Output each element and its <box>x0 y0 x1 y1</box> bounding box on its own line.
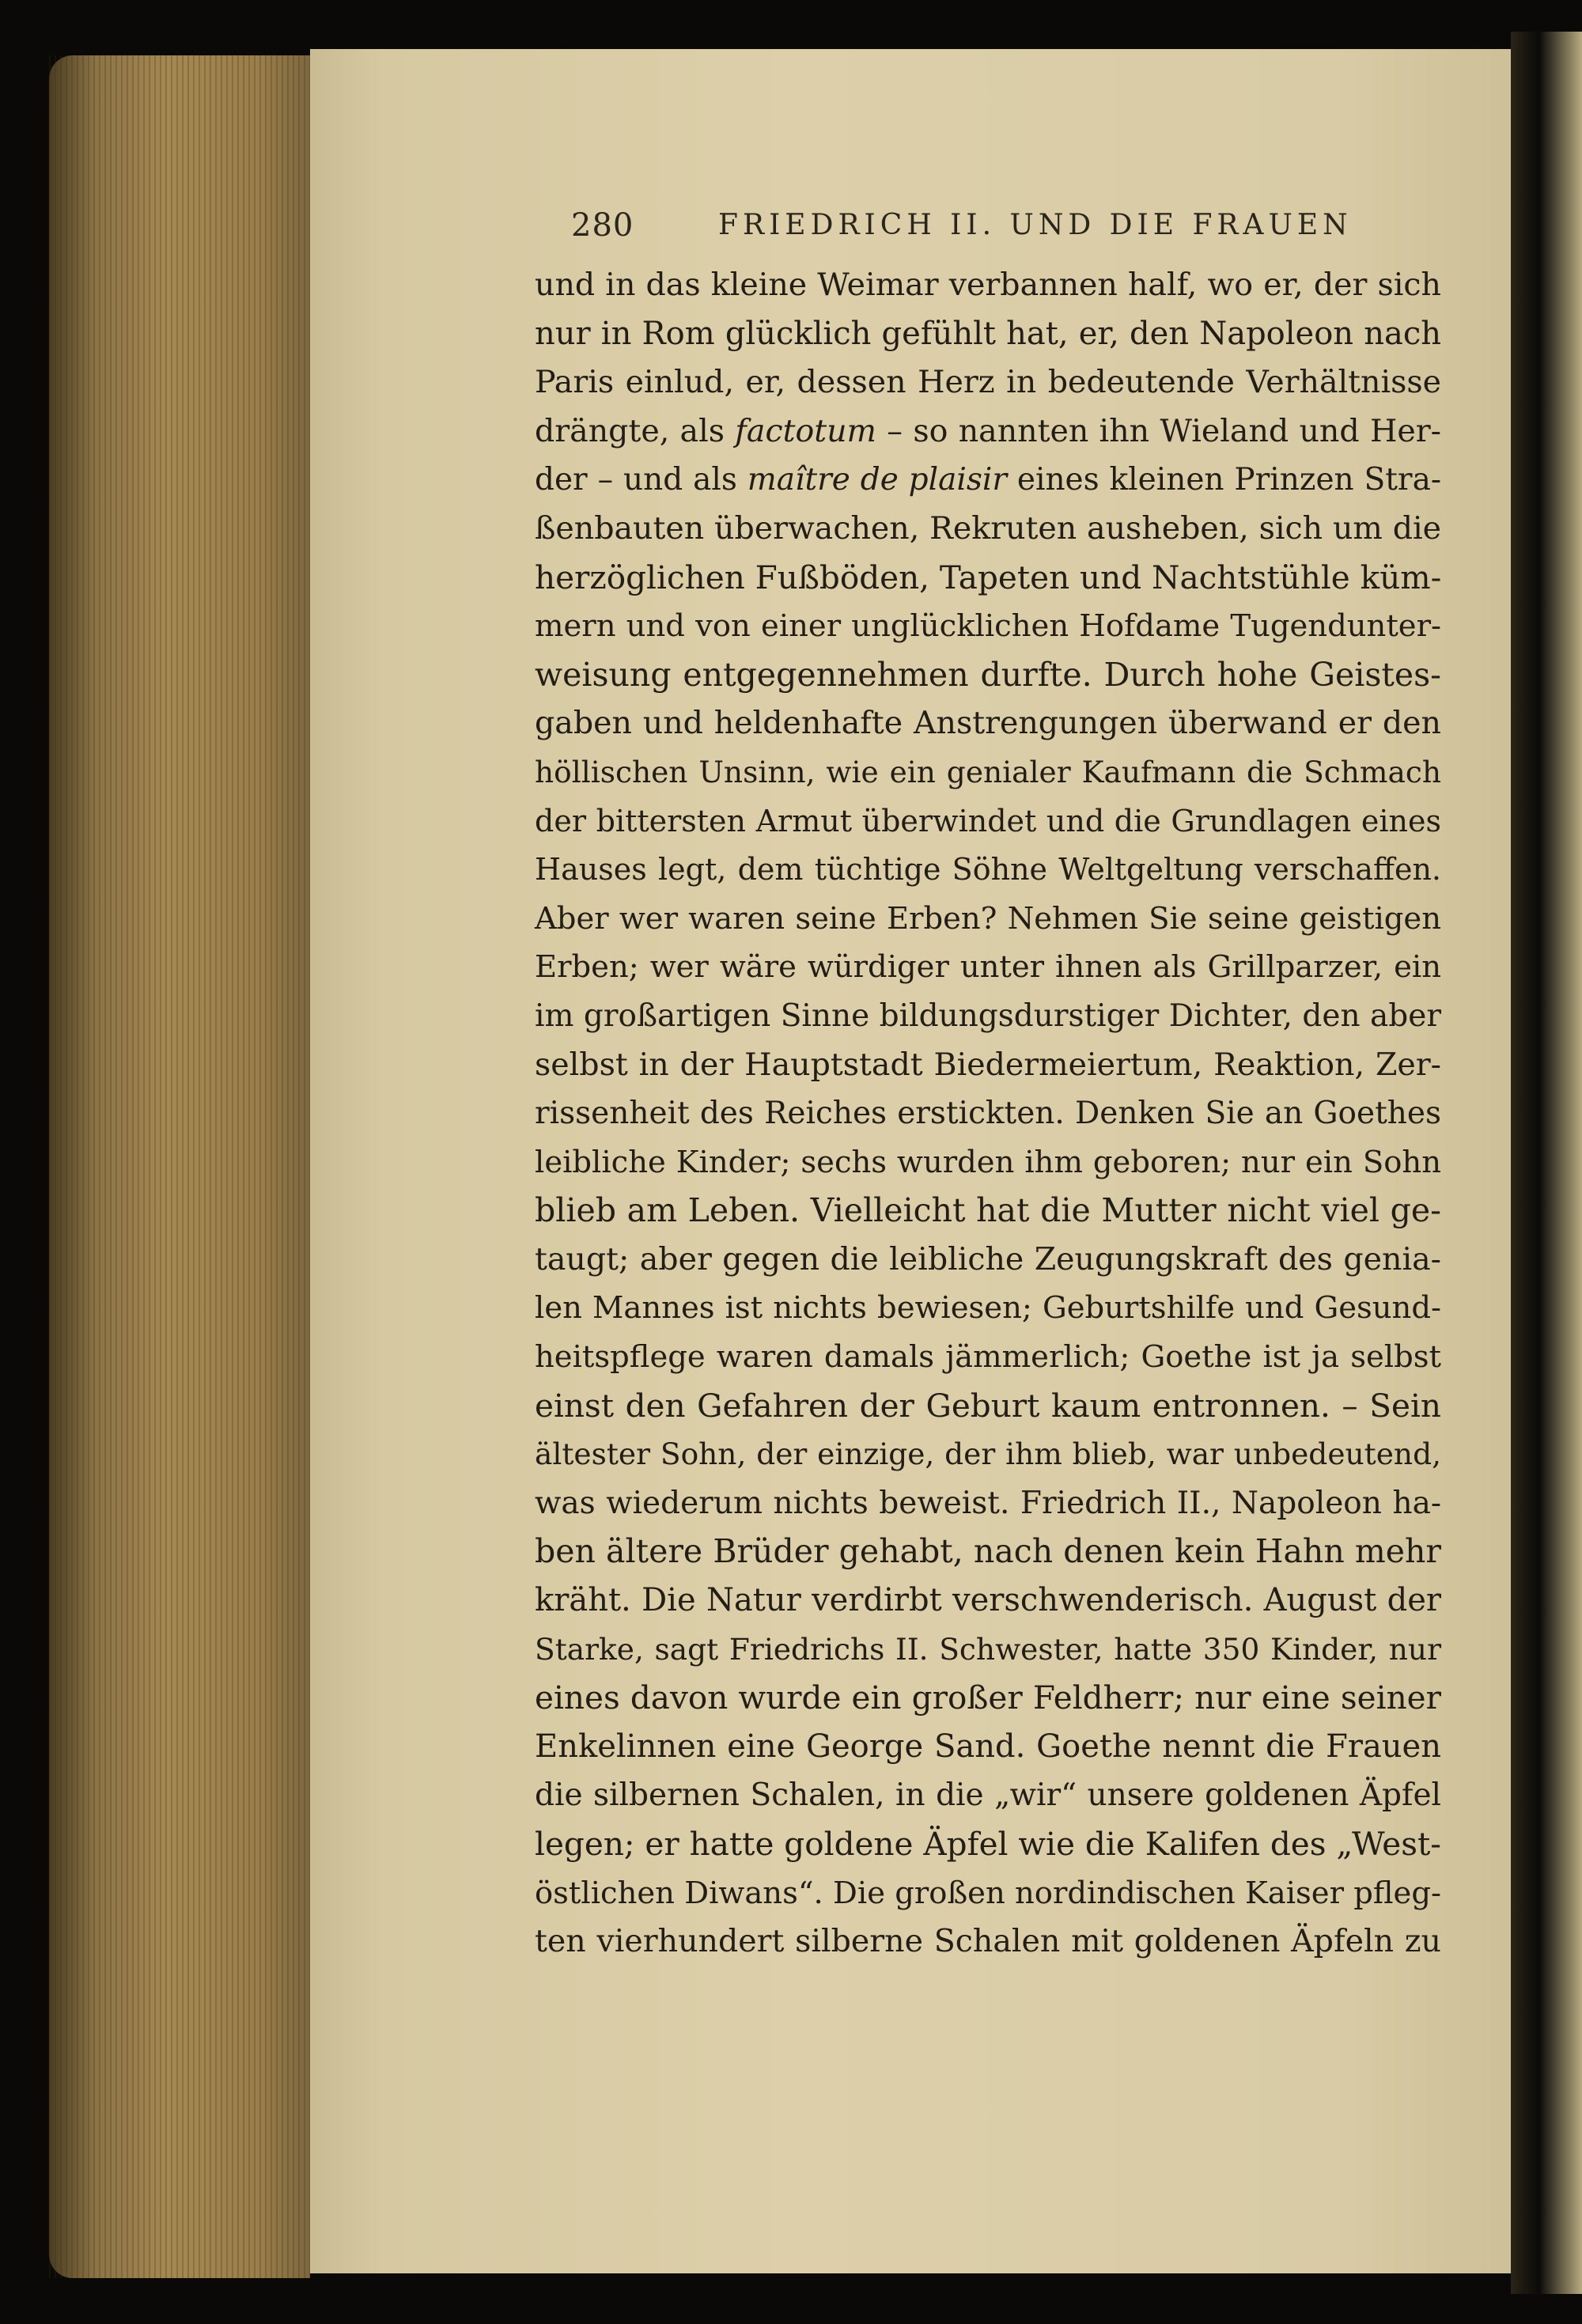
text-line: weisung entgegennehmen durfte. Durch hohe Geistes- <box>535 655 1441 694</box>
text-line: und in das kleine Weimar verbannen half, wo er, der sich <box>535 267 1441 303</box>
text-line: gaben und heldenhafte Anstrengungen überwand er den <box>535 705 1441 742</box>
text-line: Erben; wer wäre würdiger unter ihnen als Grillparzer, ein <box>535 949 1441 986</box>
running-head: FRIEDRICH II. UND DIE FRAUEN <box>718 209 1353 241</box>
text-line: eines davon wurde ein großer Feldherr; nur eine seiner <box>535 1679 1441 1717</box>
text-line: die silbernen Schalen, in die „wir“ unsere goldenen Äpfel <box>535 1777 1441 1814</box>
text-line: taugt; aber gegen die leibliche Zeugungskraft des genia- <box>535 1240 1441 1277</box>
text-line: kräht. Die Natur verdirbt verschwenderisch. August der <box>535 1582 1441 1619</box>
text-line-segment: – so nannten ihn Wieland und Her- <box>876 412 1441 449</box>
text-line: Enkelinnen eine George Sand. Goethe nennt die Frauen <box>535 1728 1441 1765</box>
text-line-segment: drängte, als <box>535 412 736 449</box>
text-line: östlichen Diwans“. Die großen nordindischen Kaiser pfleg- <box>535 1875 1441 1911</box>
page-number: 280 <box>571 207 634 244</box>
text-line: rissenheit des Reiches erstickten. Denken Sie an Goethes <box>535 1096 1441 1132</box>
text-line: selbst in der Hauptstadt Biedermeiertum, Reaktion, Zer- <box>535 1046 1441 1083</box>
text-line: ben ältere Brüder gehabt, nach denen kein Hahn mehr <box>535 1532 1441 1571</box>
text-line: blieb am Leben. Vielleicht hat die Mutter nicht viel ge- <box>535 1191 1441 1230</box>
text-line-segment: der – und als <box>535 462 747 498</box>
gutter-shadow <box>1511 32 1582 2294</box>
text-line: ten vierhundert silberne Schalen mit goldenen Äpfeln zu <box>535 1923 1441 1960</box>
text-line: legen; er hatte goldene Äpfel wie die Kalifen des „West- <box>535 1825 1441 1863</box>
text-line: Hauses legt, dem tüchtige Söhne Weltgeltung verschaffen. <box>535 852 1441 888</box>
book-fore-edge <box>49 55 310 2278</box>
text-line: Paris einlud, er, dessen Herz in bedeutende Verhältnisse <box>535 364 1441 401</box>
text-line: Aber wer waren seine Erben? Nehmen Sie seine geistigen <box>535 900 1441 937</box>
text-line: nur in Rom glücklich gefühlt hat, er, den Napoleon nach <box>535 315 1441 352</box>
text-line: herzöglichen Fußböden, Tapeten und Nachtstühle küm- <box>535 558 1442 596</box>
text-line <box>535 407 1441 456</box>
text-line: einst den Gefahren der Geburt kaum entronnen. – Sein <box>535 1386 1441 1425</box>
text-line: mern und von einer unglücklichen Hofdame Tugendunter- <box>535 608 1441 645</box>
text-line: der bittersten Armut überwindet und die Grundlagen eines <box>535 803 1441 838</box>
italic-term: maître de plaisir <box>747 462 1007 498</box>
text-line: ältester Sohn, der einzige, der ihm blieb, war unbedeutend, <box>535 1436 1441 1472</box>
text-line: im großartigen Sinne bildungsdurstiger Dichter, den aber <box>535 997 1441 1034</box>
text-line: len Mannes ist nichts bewiesen; Geburtshilfe und Gesund- <box>535 1290 1441 1327</box>
text-line: höllischen Unsinn, wie ein genialer Kaufmann die Schmach <box>535 754 1441 789</box>
body-text <box>535 261 1441 1966</box>
text-line: heitspflege waren damals jämmerlich; Goethe ist ja selbst <box>535 1339 1441 1376</box>
text-line-segment: eines kleinen Prinzen Stra- <box>1006 462 1442 498</box>
text-line: Starke, sagt Friedrichs II. Schwester, hatte 350 Kinder, nur <box>535 1631 1441 1667</box>
text-line: leibliche Kinder; sechs wurden ihm geboren; nur ein Sohn <box>535 1144 1441 1180</box>
text-line <box>535 456 1441 505</box>
page-header <box>571 207 1394 255</box>
italic-term: factotum <box>735 412 877 449</box>
text-line: was wiederum nichts beweist. Friedrich II., Napoleon ha- <box>535 1485 1441 1521</box>
text-line: ßenbauten überwachen, Rekruten ausheben, sich um die <box>535 509 1441 547</box>
